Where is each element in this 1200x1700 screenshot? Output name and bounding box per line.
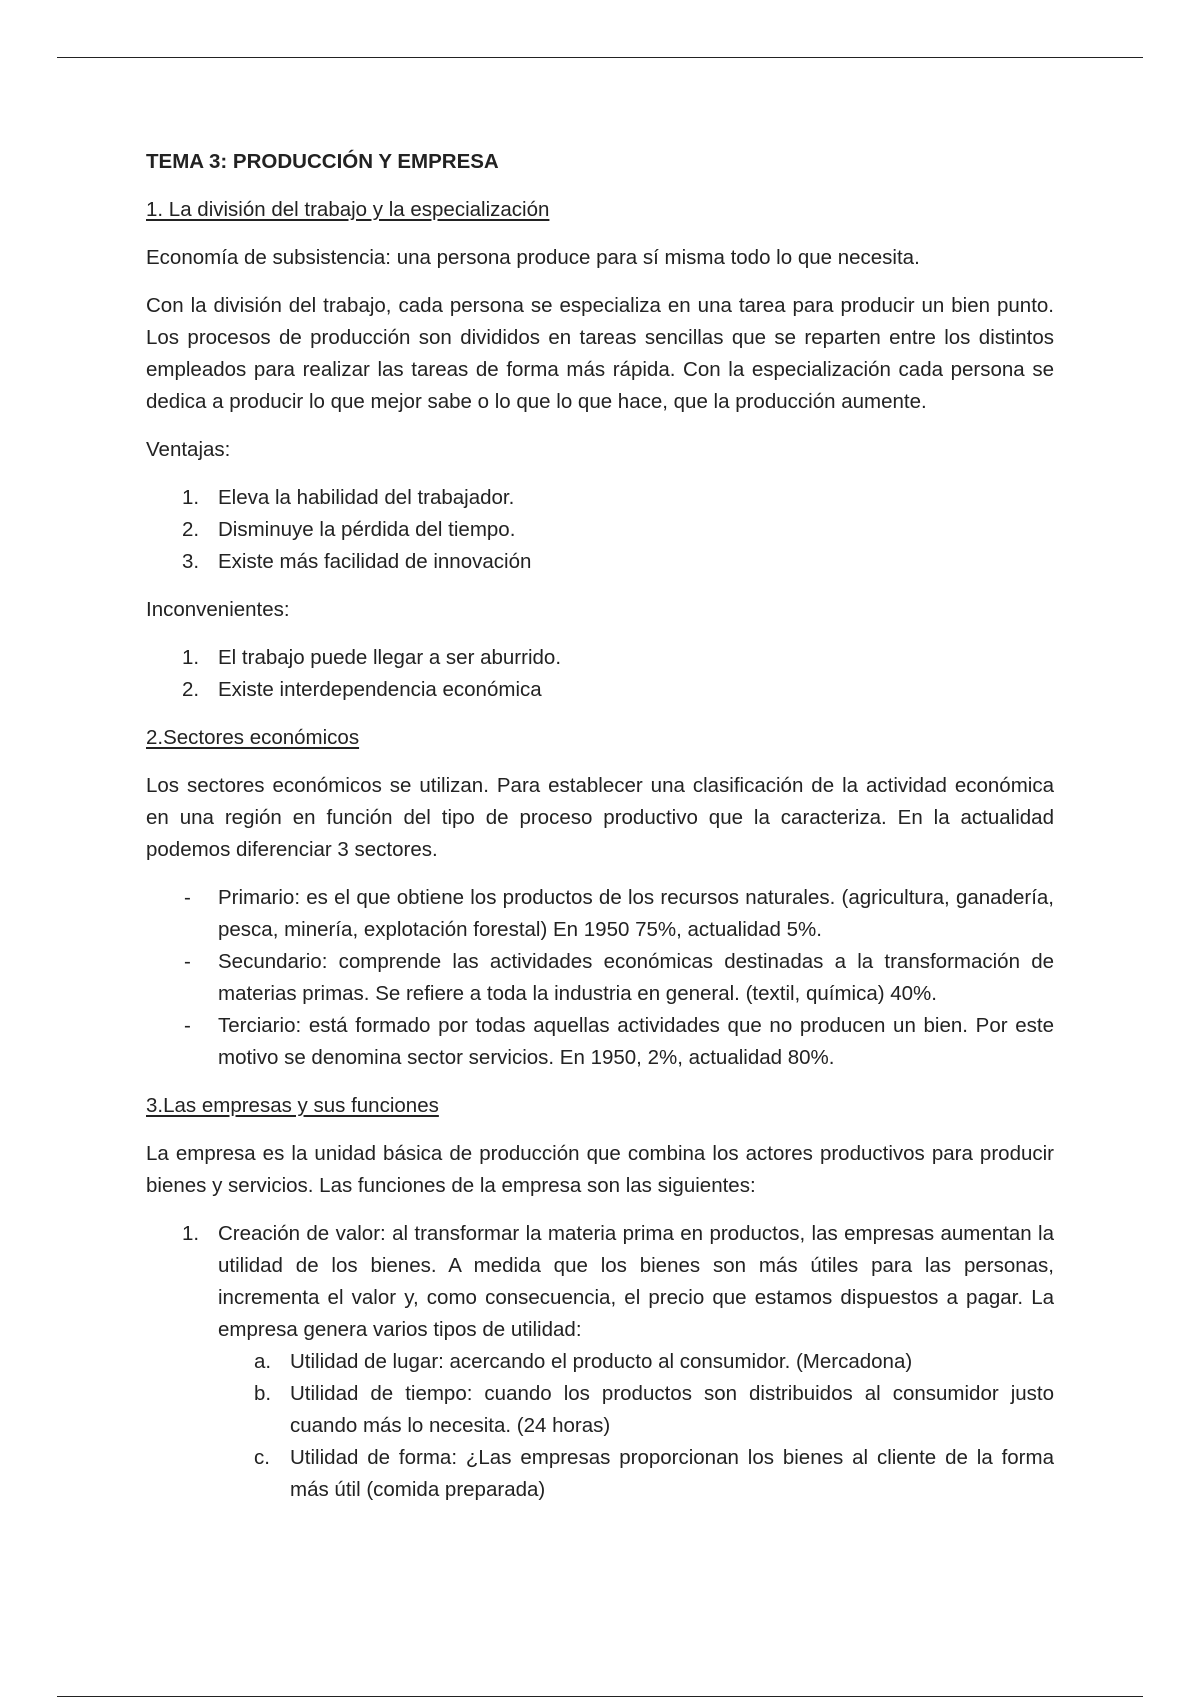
ventajas-label: Ventajas: [146, 438, 231, 461]
list-marker: 2. [182, 518, 200, 541]
utility-list [218, 1346, 1054, 1506]
functions-list [146, 1218, 1054, 1506]
list-item [146, 674, 1054, 706]
inconvenientes-label: Inconvenientes: [146, 598, 290, 621]
list-item [218, 1378, 1054, 1442]
footer-rule [57, 1696, 1143, 1697]
list-item-text: Creación de valor: al transformar la materia prima en productos, las empresas aumentan la utilidad de los bienes. A medida que los bienes son más útiles para las personas, incrementa el valor y, como consecuencia, el precio que estamos dispuestos a pagar. La empresa genera varios tipos de utilidad: [218, 1222, 1054, 1341]
section-3-heading: 3.Las empresas y sus funciones [146, 1094, 439, 1117]
list-marker: 2. [182, 678, 200, 701]
list-item [146, 514, 1054, 546]
list-item-text: El trabajo puede llegar a ser aburrido. [218, 646, 562, 669]
ventajas-list [146, 482, 1054, 578]
list-item [146, 546, 1054, 578]
list-marker: 1. [182, 1222, 200, 1245]
sectors-paragraph: Los sectores económicos se utilizan. Para establecer una clasificación de la actividad económica en una región en función del tipo de proceso productivo que la caracteriza. En la actualidad podemos diferenciar 3 sectores. [146, 774, 1054, 861]
document-title: TEMA 3: PRODUCCIÓN Y EMPRESA [146, 150, 499, 173]
list-marker: c. [254, 1446, 270, 1469]
section-1-heading: 1. La división del trabajo y la especialización [146, 198, 550, 221]
section-2-heading: 2.Sectores económicos [146, 726, 360, 749]
division-paragraph: Con la división del trabajo, cada persona se especializa en una tarea para producir un bien punto. Los procesos de producción son divididos en tareas sencillas que se reparten entre los distintos empleados para realizar las tareas de forma más rápida. Con la especialización cada persona se dedica a producir lo que mejor sabe o lo que lo que hace, que la producción aumente. [146, 294, 1054, 413]
company-paragraph: La empresa es la unidad básica de producción que combina los actores productivos para producir bienes y servicios. Las funciones de la empresa son las siguientes: [146, 1142, 1054, 1197]
list-item [146, 946, 1054, 1010]
sectors-list [146, 882, 1054, 1074]
list-marker: - [184, 886, 191, 909]
list-marker: a. [254, 1350, 272, 1373]
list-item-text: Existe interdependencia económica [218, 678, 542, 701]
list-marker: - [184, 950, 191, 973]
list-marker: 3. [182, 550, 200, 573]
list-item-text: Utilidad de forma: ¿Las empresas proporcionan los bienes al cliente de la forma más útil (comida preparada) [290, 1446, 1054, 1501]
document-body [146, 146, 1054, 1522]
list-marker: 1. [182, 486, 200, 509]
list-item [218, 1346, 1054, 1378]
list-item-text: Utilidad de lugar: acercando el producto al consumidor. (Mercadona) [290, 1350, 913, 1373]
list-item [146, 1218, 1054, 1506]
list-item [146, 482, 1054, 514]
list-item-text: Primario: es el que obtiene los productos de los recursos naturales. (agricultura, ganadería, pesca, minería, explotación forestal) En 1950 75%, actualidad 5%. [218, 886, 1054, 941]
list-item-text: Eleva la habilidad del trabajador. [218, 486, 515, 509]
list-item-text: Secundario: comprende las actividades económicas destinadas a la transformación de materias primas. Se refiere a toda la industria en general. (textil, química) 40%. [218, 950, 1054, 1005]
list-item [146, 642, 1054, 674]
list-item-text: Disminuye la pérdida del tiempo. [218, 518, 516, 541]
list-marker: b. [254, 1382, 272, 1405]
list-item-text: Utilidad de tiempo: cuando los productos son distribuidos al consumidor justo cuando más lo necesita. (24 horas) [290, 1382, 1054, 1437]
subsistence-paragraph: Economía de subsistencia: una persona produce para sí misma todo lo que necesita. [146, 246, 920, 269]
inconvenientes-list [146, 642, 1054, 706]
list-item-text: Existe más facilidad de innovación [218, 550, 532, 573]
list-item-text: Terciario: está formado por todas aquellas actividades que no producen un bien. Por este motivo se denomina sector servicios. En 1950, 2%, actualidad 80%. [218, 1014, 1054, 1069]
list-item [146, 882, 1054, 946]
list-marker: - [184, 1014, 191, 1037]
list-marker: 1. [182, 646, 200, 669]
header-rule [57, 57, 1143, 58]
list-item [146, 1010, 1054, 1074]
list-item [218, 1442, 1054, 1506]
